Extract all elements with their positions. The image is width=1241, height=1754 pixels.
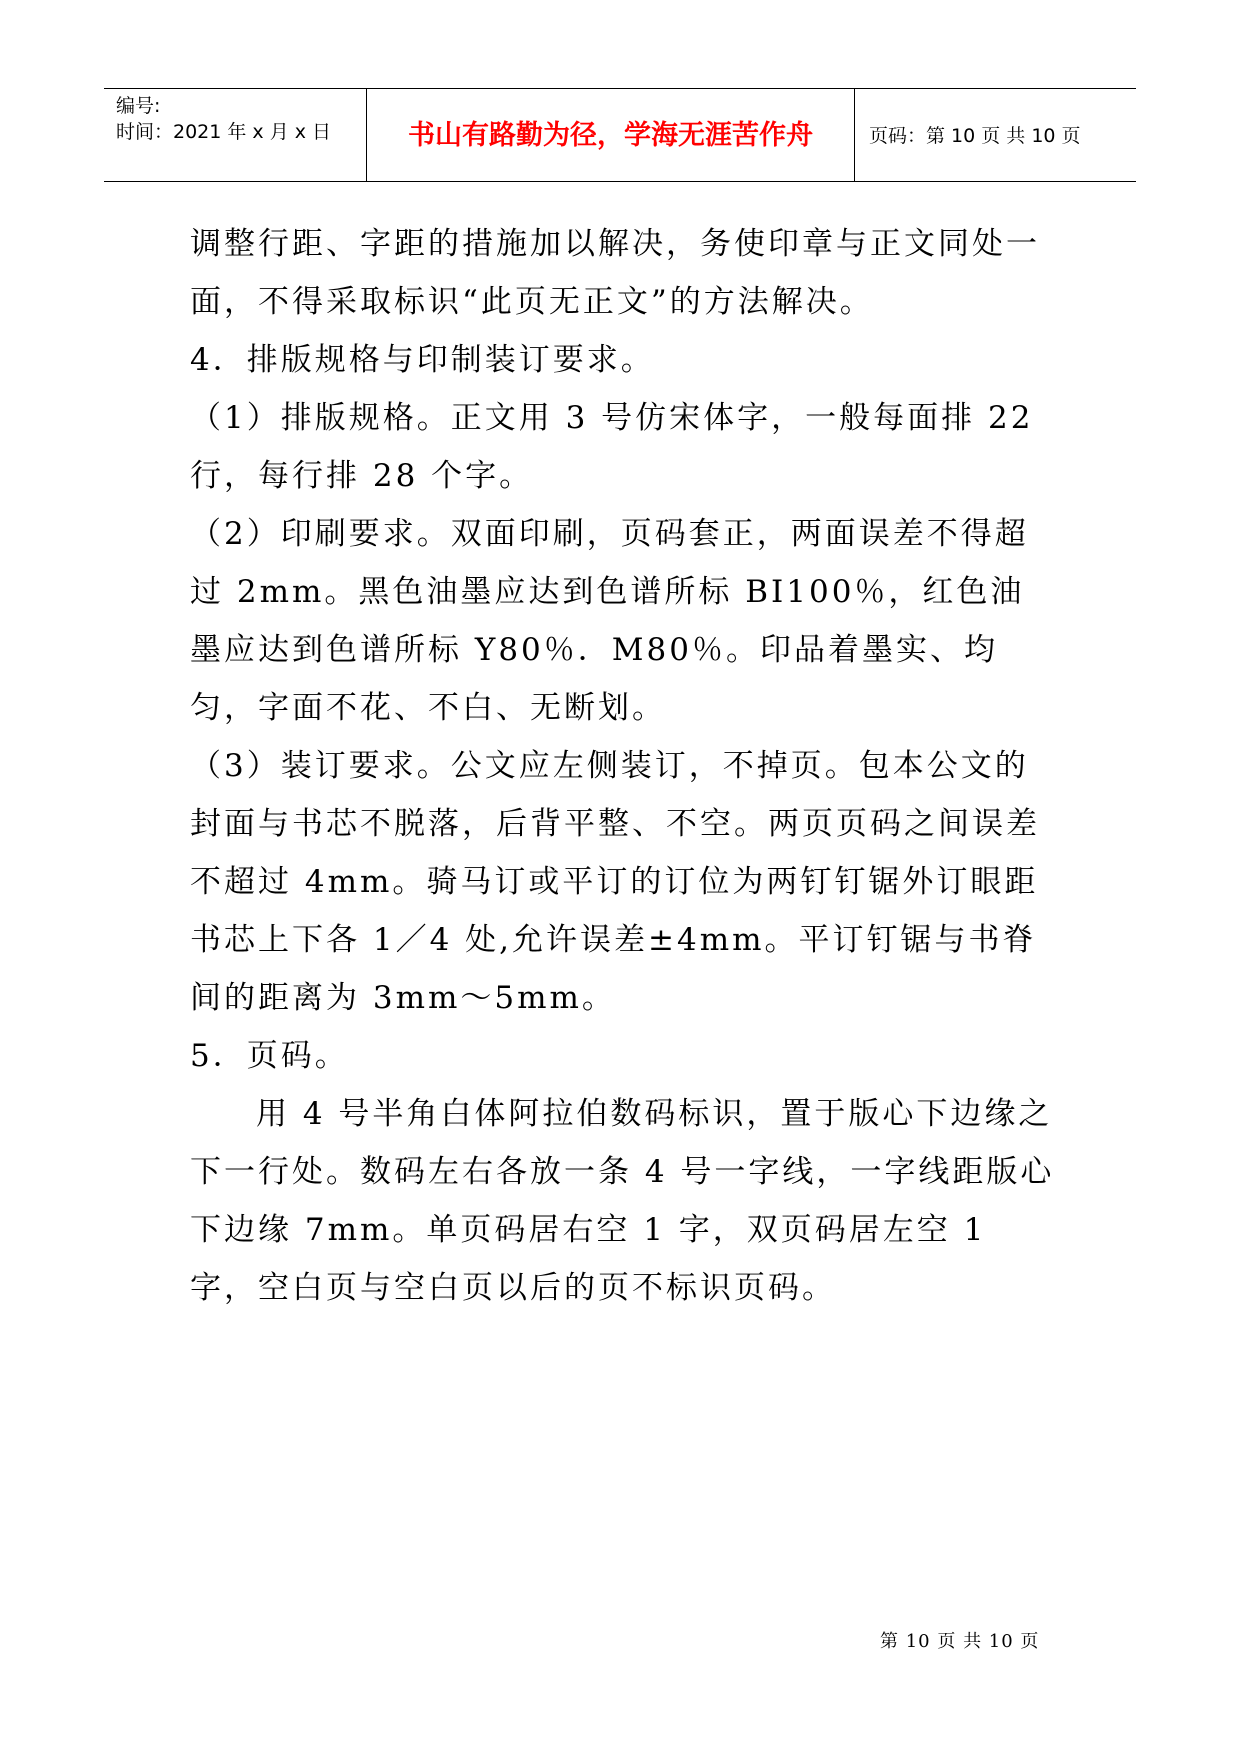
body-paragraph: 用 4 号半角白体阿拉伯数码标识，置于版心下边缘之下一行处。数码左右各放一条 4 号一字线，一字线距版心下边缘 7mm。单页码居右空 1 字，双页码居左空 1 字，空白页与空白页以后的页不标识页码。 xyxy=(190,1096,1055,1306)
header-meta-cell xyxy=(104,89,367,181)
document-number-label: 编号: xyxy=(116,95,161,117)
header-motto: 书山有路勤为径，学海无涯苦作舟 xyxy=(367,89,855,181)
body-paragraph: （2）印刷要求。双面印刷，页码套正，两面误差不得超过 2mm。黑色油墨应达到色谱所标 BI100％，红色油墨应达到色谱所标 Y80％．M80％。印品着墨实、均匀，字面不花、不白、无断划。 xyxy=(190,516,1029,726)
body-paragraph: （1）排版规格。正文用 3 号仿宋体字，一般每面排 22 行，每行排 28 个字。 xyxy=(190,400,1034,494)
body-paragraph: 调整行距、字距的措施加以解决，务使印章与正文同处一面，不得采取标识“此页无正文”的方法解决。 xyxy=(190,226,1040,320)
header-page-info: 页码：第 10 页 共 10 页 xyxy=(869,125,1081,147)
document-body xyxy=(190,215,1058,1317)
page-footer-number: 第 10 页 共 10 页 xyxy=(880,1631,1040,1652)
body-section-heading: 4．排版规格与印制装订要求。 xyxy=(190,342,655,378)
document-time-label: 时间：2021 年 x 月 x 日 xyxy=(116,121,332,143)
body-paragraph: （3）装订要求。公文应左侧装订，不掉页。包本公文的封面与书芯不脱落，后背平整、不空。两页页码之间误差不超过 4mm。骑马订或平订的订位为两钉钉锯外订眼距书芯上下各 1／4 处,允许误差±4mm。平订钉锯与书脊间的距离为 3mm～5mm。 xyxy=(190,748,1040,1016)
body-section-heading: 5．页码。 xyxy=(190,1038,349,1074)
page-header xyxy=(104,88,1136,182)
